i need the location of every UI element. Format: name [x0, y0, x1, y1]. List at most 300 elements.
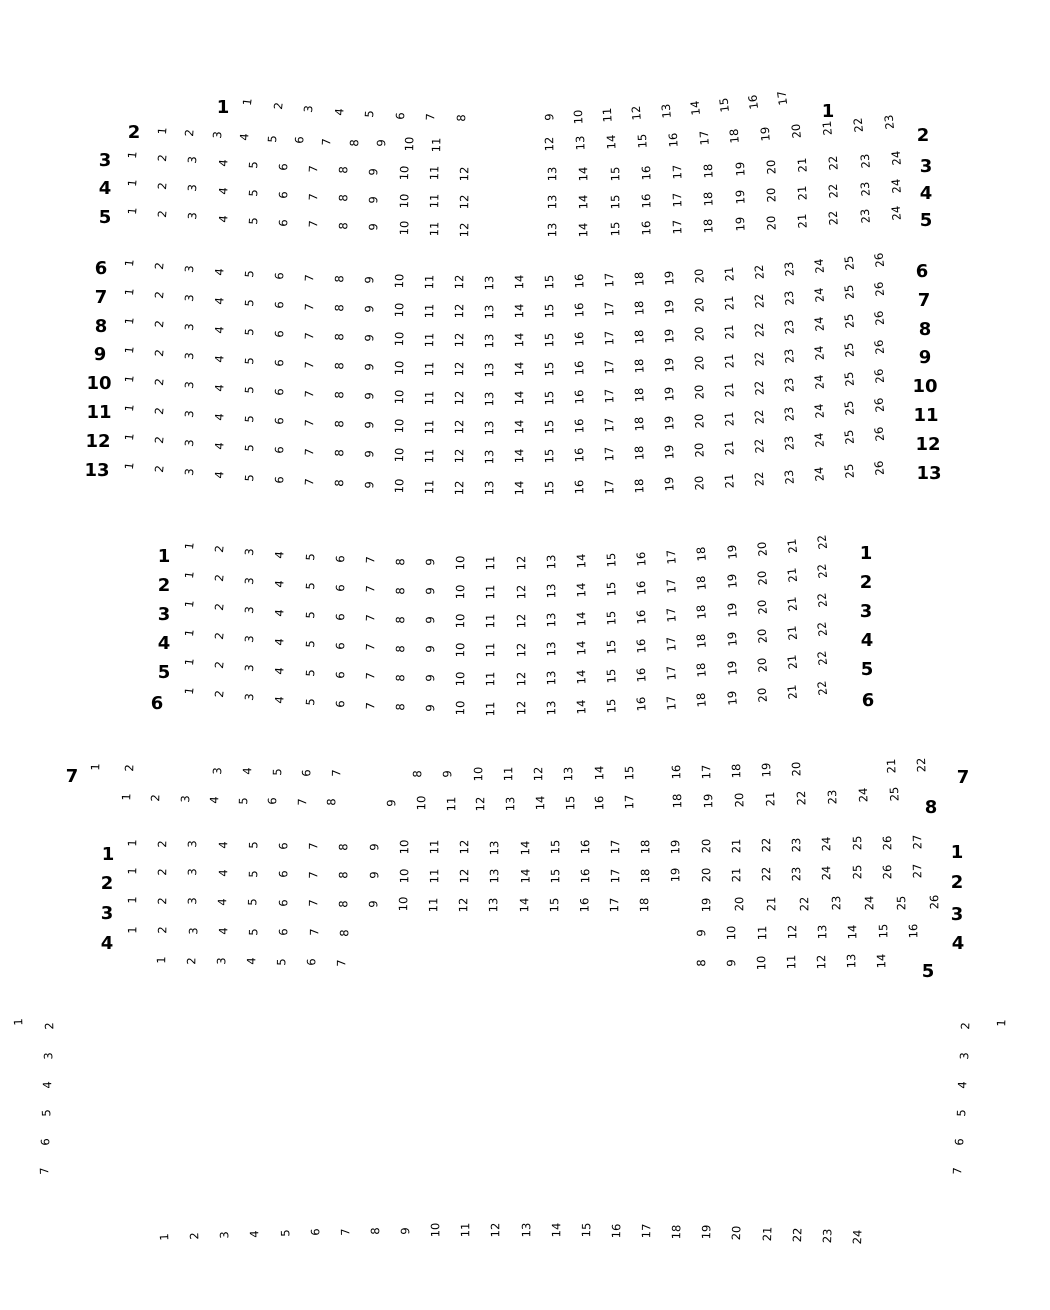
seat-number[interactable]: 18 — [631, 300, 647, 316]
seat-number[interactable]: 6 — [332, 554, 348, 563]
seat-number[interactable]: 6 — [332, 583, 348, 592]
seat-number[interactable]: 20 — [754, 598, 770, 616]
seat-number[interactable]: 3 — [957, 1052, 972, 1060]
seat-number[interactable]: 18 — [631, 329, 647, 345]
seat-number[interactable]: 2 — [212, 631, 227, 641]
seat-number[interactable]: 6 — [272, 329, 287, 338]
seat-number[interactable]: 1 — [181, 686, 197, 696]
seat-number[interactable]: 11 — [483, 671, 498, 687]
seat-number[interactable]: 5 — [245, 216, 261, 225]
seat-number[interactable]: 25 — [841, 463, 857, 480]
seat-number[interactable]: 15 — [603, 552, 619, 568]
seat-number[interactable]: 21 — [721, 411, 737, 427]
seat-number[interactable]: 23 — [789, 837, 804, 853]
seat-number[interactable]: 14 — [517, 840, 532, 855]
seat-number[interactable]: 14 — [512, 420, 527, 435]
seat-number[interactable]: 4 — [272, 550, 287, 559]
seat-number[interactable]: 21 — [728, 838, 744, 854]
seat-number[interactable]: 16 — [638, 193, 654, 209]
seat-number[interactable]: 9 — [362, 392, 377, 401]
seat-number[interactable]: 15 — [542, 390, 557, 406]
seat-number[interactable]: 8 — [336, 194, 351, 203]
seat-number[interactable]: 17 — [664, 549, 680, 565]
seat-number[interactable]: 2 — [155, 896, 170, 905]
seat-number[interactable]: 14 — [573, 582, 589, 599]
seat-number[interactable]: 6 — [276, 928, 291, 936]
seat-number[interactable]: 2 — [151, 377, 167, 387]
seat-number[interactable]: 5 — [302, 552, 318, 562]
seat-number[interactable]: 25 — [849, 836, 865, 851]
seat-number[interactable]: 21 — [721, 295, 737, 311]
seat-number[interactable]: 10 — [392, 302, 407, 318]
seat-number[interactable]: 1 — [125, 867, 140, 875]
seat-number[interactable]: 15 — [603, 668, 619, 684]
seat-number[interactable]: 15 — [603, 698, 619, 714]
seat-number[interactable]: 6 — [276, 870, 291, 878]
seat-number[interactable]: 24 — [811, 316, 827, 333]
seat-number[interactable]: 3 — [181, 293, 197, 303]
seat-number[interactable]: 18 — [694, 692, 710, 709]
seat-number[interactable]: 20 — [754, 627, 770, 645]
seat-number[interactable]: 12 — [531, 766, 546, 782]
seat-number[interactable]: 6 — [272, 358, 287, 367]
seat-number[interactable]: 15 — [607, 166, 622, 182]
seat-number[interactable]: 2 — [212, 660, 227, 670]
seat-number[interactable]: 7 — [294, 798, 310, 806]
seat-number[interactable]: 22 — [826, 210, 842, 227]
seat-number[interactable]: 22 — [850, 117, 867, 134]
seat-number[interactable]: 9 — [362, 305, 377, 314]
seat-number[interactable]: 6 — [299, 768, 314, 777]
seat-number[interactable]: 24 — [861, 895, 877, 911]
seat-number[interactable]: 9 — [384, 799, 399, 807]
seat-number[interactable]: 22 — [759, 837, 774, 853]
seat-number[interactable]: 15 — [542, 303, 557, 319]
seat-number[interactable]: 13 — [545, 167, 560, 182]
seat-number[interactable]: 11 — [422, 274, 437, 290]
seat-number[interactable]: 15 — [547, 868, 562, 884]
seat-number[interactable]: 19 — [661, 476, 677, 493]
seat-number[interactable]: 6 — [275, 218, 291, 227]
seat-number[interactable]: 1 — [121, 287, 137, 297]
seat-number[interactable]: 8 — [336, 842, 351, 851]
seat-number[interactable]: 2 — [187, 1231, 202, 1240]
seat-number[interactable]: 4 — [215, 841, 230, 849]
seat-number[interactable]: 13 — [486, 897, 501, 913]
seat-number[interactable]: 12 — [457, 222, 472, 237]
seat-number[interactable]: 7 — [302, 418, 317, 427]
seat-number[interactable]: 17 — [601, 301, 617, 318]
seat-number[interactable]: 10 — [396, 165, 412, 181]
seat-number[interactable]: 5 — [245, 160, 261, 170]
seat-number[interactable]: 6 — [276, 842, 291, 850]
seat-number[interactable]: 4 — [331, 107, 347, 116]
seat-number[interactable]: 25 — [894, 895, 909, 910]
seat-number[interactable]: 11 — [483, 613, 498, 629]
seat-number[interactable]: 8 — [332, 275, 347, 284]
seat-number[interactable]: 13 — [482, 362, 497, 377]
seat-number[interactable]: 11 — [443, 796, 458, 811]
seat-number[interactable]: 6 — [332, 641, 348, 650]
seat-number[interactable]: 13 — [482, 333, 497, 348]
seat-number[interactable]: 21 — [794, 212, 810, 229]
seat-number[interactable]: 9 — [362, 334, 377, 343]
seat-number[interactable]: 21 — [721, 324, 737, 340]
seat-number[interactable]: 13 — [572, 135, 588, 151]
seat-number[interactable]: 21 — [721, 266, 737, 282]
seat-number[interactable]: 19 — [668, 839, 683, 854]
seat-number[interactable]: 19 — [661, 386, 677, 402]
seat-number[interactable]: 6 — [272, 300, 287, 309]
seat-number[interactable]: 20 — [691, 442, 707, 458]
seat-number[interactable]: 20 — [763, 187, 779, 204]
seat-number[interactable]: 13 — [543, 641, 559, 657]
seat-number[interactable]: 4 — [244, 957, 259, 966]
seat-number[interactable]: 16 — [633, 608, 649, 625]
seat-number[interactable]: 19 — [732, 161, 748, 177]
seat-number[interactable]: 5 — [302, 668, 318, 678]
seat-number[interactable]: 1 — [121, 374, 137, 384]
seat-number[interactable]: 3 — [217, 1230, 232, 1239]
seat-number[interactable]: 25 — [841, 255, 857, 272]
seat-number[interactable]: 18 — [631, 358, 647, 374]
seat-number[interactable]: 9 — [694, 929, 709, 937]
seat-number[interactable]: 9 — [366, 167, 381, 176]
seat-number[interactable]: 19 — [724, 689, 740, 706]
seat-number[interactable]: 24 — [811, 403, 827, 420]
seat-number[interactable]: 15 — [607, 221, 622, 237]
seat-number[interactable]: 1 — [119, 793, 134, 801]
seat-number[interactable]: 8 — [332, 362, 347, 371]
seat-number[interactable]: 24 — [819, 836, 834, 852]
seat-number[interactable]: 7 — [362, 643, 378, 652]
seat-number[interactable]: 4 — [211, 441, 227, 450]
seat-number[interactable]: 10 — [453, 584, 468, 600]
seat-number[interactable]: 1 — [11, 1018, 26, 1026]
seat-number[interactable]: 2 — [151, 290, 167, 300]
seat-number[interactable]: 22 — [814, 591, 831, 609]
seat-number[interactable]: 18 — [637, 897, 652, 913]
seat-number[interactable]: 7 — [950, 1167, 965, 1175]
seat-number[interactable]: 1 — [994, 1019, 1009, 1027]
seat-number[interactable]: 7 — [306, 164, 321, 173]
seat-number[interactable]: 11 — [422, 332, 437, 348]
seat-number[interactable]: 10 — [392, 273, 407, 289]
seat-number[interactable]: 7 — [362, 672, 378, 681]
seat-number[interactable]: 18 — [631, 387, 647, 403]
seat-number[interactable]: 24 — [888, 205, 904, 221]
seat-number[interactable]: 4 — [206, 796, 222, 804]
seat-number[interactable]: 1 — [121, 316, 137, 326]
seat-number[interactable]: 21 — [784, 595, 800, 612]
seat-number[interactable]: 17 — [699, 764, 714, 780]
seat-number[interactable]: 22 — [814, 562, 831, 580]
seat-number[interactable]: 4 — [247, 1229, 262, 1238]
seat-number[interactable]: 21 — [721, 440, 737, 456]
seat-number[interactable]: 18 — [701, 218, 716, 234]
seat-number[interactable]: 5 — [242, 298, 257, 307]
seat-number[interactable]: 10 — [453, 555, 468, 571]
seat-number[interactable]: 2 — [270, 101, 286, 110]
seat-number[interactable]: 5 — [245, 841, 261, 850]
seat-number[interactable]: 7 — [362, 585, 378, 594]
seat-number[interactable]: 10 — [453, 671, 468, 687]
seat-number[interactable]: 20 — [691, 326, 707, 342]
seat-number[interactable]: 8 — [393, 644, 408, 653]
seat-number[interactable]: 8 — [336, 221, 351, 230]
seat-number[interactable]: 10 — [453, 642, 468, 658]
seat-number[interactable]: 15 — [542, 332, 557, 348]
seat-number[interactable]: 14 — [687, 100, 703, 117]
seat-number[interactable]: 5 — [242, 443, 257, 452]
seat-number[interactable]: 12 — [452, 390, 467, 406]
seat-number[interactable]: 12 — [814, 954, 829, 970]
seat-number[interactable]: 17 — [664, 607, 680, 623]
seat-number[interactable]: 6 — [272, 416, 287, 425]
seat-number[interactable]: 16 — [633, 550, 649, 567]
seat-number[interactable]: 20 — [754, 540, 770, 558]
seat-number[interactable]: 17 — [608, 839, 623, 855]
seat-number[interactable]: 12 — [457, 840, 472, 855]
seat-number[interactable]: 2 — [212, 689, 227, 699]
seat-number[interactable]: 25 — [841, 429, 857, 446]
seat-number[interactable]: 9 — [398, 1226, 413, 1235]
seat-number[interactable]: 18 — [694, 604, 710, 621]
seat-number[interactable]: 6 — [952, 1138, 967, 1146]
seat-number[interactable]: 22 — [814, 533, 831, 551]
seat-number[interactable]: 24 — [811, 345, 827, 362]
seat-number[interactable]: 7 — [337, 1227, 353, 1236]
seat-number[interactable]: 21 — [728, 867, 744, 882]
seat-number[interactable]: 12 — [457, 166, 472, 182]
seat-number[interactable]: 3 — [242, 692, 257, 702]
seat-number[interactable]: 15 — [542, 361, 557, 377]
seat-number[interactable]: 7 — [306, 928, 321, 937]
seat-number[interactable]: 14 — [532, 795, 548, 811]
seat-number[interactable]: 11 — [483, 701, 498, 716]
seat-number[interactable]: 17 — [608, 868, 623, 884]
seat-number[interactable]: 4 — [211, 296, 227, 305]
seat-number[interactable]: 24 — [811, 466, 827, 483]
seat-number[interactable]: 9 — [362, 421, 377, 430]
seat-number[interactable]: 6 — [275, 899, 290, 907]
seat-number[interactable]: 13 — [658, 103, 674, 120]
seat-number[interactable]: 4 — [215, 898, 230, 906]
seat-number[interactable]: 24 — [811, 258, 827, 275]
seat-number[interactable]: 7 — [362, 614, 378, 623]
seat-number[interactable]: 15 — [542, 448, 557, 464]
seat-number[interactable]: 26 — [871, 368, 888, 385]
seat-number[interactable]: 2 — [212, 602, 227, 612]
seat-number[interactable]: 2 — [155, 181, 170, 191]
seat-number[interactable]: 2 — [151, 348, 167, 358]
seat-number[interactable]: 3 — [242, 576, 257, 586]
seat-number[interactable]: 21 — [819, 120, 836, 137]
seat-number[interactable]: 9 — [724, 959, 739, 967]
seat-number[interactable]: 12 — [488, 1222, 503, 1238]
seat-number[interactable]: 18 — [729, 763, 744, 779]
seat-number[interactable]: 13 — [487, 868, 502, 884]
seat-number[interactable]: 3 — [181, 409, 197, 419]
seat-number[interactable]: 3 — [214, 957, 229, 965]
seat-number[interactable]: 19 — [661, 270, 677, 286]
seat-number[interactable]: 2 — [182, 129, 197, 138]
seat-number[interactable]: 20 — [691, 268, 707, 284]
seat-number[interactable]: 12 — [513, 671, 528, 687]
seat-number[interactable]: 6 — [38, 1138, 53, 1146]
seat-number[interactable]: 13 — [815, 924, 830, 940]
seat-number[interactable]: 3 — [242, 605, 257, 615]
seat-number[interactable]: 10 — [401, 136, 416, 152]
seat-number[interactable]: 11 — [458, 1222, 473, 1238]
seat-number[interactable]: 26 — [927, 894, 942, 910]
seat-number[interactable]: 13 — [543, 612, 559, 628]
seat-number[interactable]: 1 — [121, 432, 137, 442]
seat-number[interactable]: 3 — [185, 897, 200, 906]
seat-number[interactable]: 6 — [304, 958, 319, 966]
seat-number[interactable]: 14 — [874, 953, 889, 969]
seat-number[interactable]: 6 — [272, 271, 287, 280]
seat-number[interactable]: 16 — [633, 579, 649, 596]
seat-number[interactable]: 2 — [155, 839, 170, 848]
seat-number[interactable]: 2 — [151, 464, 167, 474]
seat-number[interactable]: 25 — [841, 313, 857, 330]
seat-number[interactable]: 10 — [396, 868, 412, 883]
seat-number[interactable]: 2 — [148, 794, 163, 802]
seat-number[interactable]: 14 — [573, 699, 589, 715]
seat-number[interactable]: 12 — [542, 136, 557, 152]
seat-number[interactable]: 12 — [785, 925, 800, 940]
seat-number[interactable]: 11 — [422, 419, 437, 435]
seat-number[interactable]: 23 — [857, 152, 873, 169]
seat-number[interactable]: 18 — [694, 662, 710, 679]
seat-number[interactable]: 5 — [245, 188, 261, 198]
seat-number[interactable]: 22 — [789, 1227, 805, 1243]
seat-number[interactable]: 8 — [337, 928, 352, 937]
seat-number[interactable]: 14 — [517, 868, 532, 884]
seat-number[interactable]: 23 — [781, 290, 797, 307]
seat-number[interactable]: 22 — [814, 620, 831, 638]
seat-number[interactable]: 8 — [410, 770, 425, 778]
seat-number[interactable]: 4 — [272, 666, 287, 675]
seat-number[interactable]: 8 — [346, 138, 362, 147]
seat-number[interactable]: 23 — [781, 406, 797, 423]
seat-number[interactable]: 11 — [483, 584, 498, 600]
seat-number[interactable]: 23 — [819, 1228, 835, 1244]
seat-number[interactable]: 1 — [125, 896, 140, 904]
seat-number[interactable]: 3 — [301, 104, 316, 114]
seat-number[interactable]: 6 — [272, 387, 287, 396]
seat-number[interactable]: 16 — [906, 923, 921, 939]
seat-number[interactable]: 1 — [157, 1233, 172, 1241]
seat-number[interactable]: 17 — [601, 359, 617, 376]
seat-number[interactable]: 14 — [591, 766, 607, 781]
seat-number[interactable]: 5 — [242, 327, 257, 336]
seat-number[interactable]: 13 — [543, 583, 559, 599]
seat-number[interactable]: 6 — [332, 670, 348, 679]
seat-number[interactable]: 8 — [393, 673, 408, 682]
seat-number[interactable]: 20 — [789, 761, 804, 777]
seat-number[interactable]: 15 — [634, 133, 650, 149]
seat-number[interactable]: 9 — [423, 645, 438, 654]
seat-number[interactable]: 10 — [413, 796, 429, 811]
seat-number[interactable]: 1 — [124, 206, 140, 216]
seat-number[interactable]: 13 — [482, 480, 497, 496]
seat-number[interactable]: 1 — [88, 763, 103, 771]
seat-number[interactable]: 6 — [292, 136, 307, 145]
seat-number[interactable]: 10 — [453, 613, 468, 629]
seat-number[interactable]: 1 — [125, 839, 140, 847]
seat-number[interactable]: 20 — [732, 792, 747, 808]
seat-number[interactable]: 17 — [670, 219, 685, 235]
seat-number[interactable]: 8 — [336, 871, 351, 879]
seat-number[interactable]: 14 — [576, 194, 591, 210]
seat-number[interactable]: 13 — [545, 222, 560, 238]
seat-number[interactable]: 3 — [209, 131, 225, 140]
seat-number[interactable]: 7 — [423, 112, 438, 121]
seat-number[interactable]: 17 — [601, 417, 617, 434]
seat-number[interactable]: 1 — [154, 956, 169, 964]
seat-number[interactable]: 9 — [366, 871, 381, 879]
seat-number[interactable]: 16 — [572, 331, 587, 347]
seat-number[interactable]: 15 — [603, 610, 619, 626]
seat-number[interactable]: 9 — [423, 587, 438, 596]
seat-number[interactable]: 23 — [781, 435, 797, 452]
seat-number[interactable]: 21 — [764, 896, 779, 912]
seat-number[interactable]: 21 — [784, 566, 800, 583]
seat-number[interactable]: 20 — [698, 838, 713, 854]
seat-number[interactable]: 19 — [661, 415, 677, 431]
seat-number[interactable]: 3 — [181, 351, 197, 361]
seat-number[interactable]: 13 — [482, 391, 497, 406]
seat-number[interactable]: 14 — [576, 222, 591, 238]
seat-number[interactable]: 10 — [754, 955, 769, 970]
seat-number[interactable]: 26 — [879, 835, 895, 851]
seat-number[interactable]: 4 — [272, 608, 287, 617]
seat-number[interactable]: 5 — [236, 796, 251, 805]
seat-number[interactable]: 20 — [763, 159, 779, 176]
seat-number[interactable]: 5 — [302, 697, 318, 707]
seat-number[interactable]: 2 — [42, 1022, 57, 1030]
seat-number[interactable]: 9 — [362, 480, 377, 489]
seat-number[interactable]: 23 — [781, 468, 797, 485]
seat-number[interactable]: 19 — [661, 357, 677, 373]
seat-number[interactable]: 7 — [302, 477, 317, 486]
seat-number[interactable]: 4 — [211, 470, 227, 480]
seat-number[interactable]: 20 — [754, 686, 770, 703]
seat-number[interactable]: 6 — [272, 475, 287, 484]
seat-number[interactable]: 4 — [272, 695, 287, 705]
seat-number[interactable]: 1 — [121, 403, 137, 413]
seat-number[interactable]: 12 — [452, 419, 467, 435]
seat-number[interactable]: 4 — [272, 637, 287, 646]
seat-number[interactable]: 5 — [362, 109, 377, 118]
seat-number[interactable]: 19 — [758, 125, 774, 142]
seat-number[interactable]: 22 — [759, 866, 774, 882]
seat-number[interactable]: 12 — [457, 868, 472, 884]
seat-number[interactable]: 22 — [826, 155, 842, 172]
seat-number[interactable]: 17 — [601, 330, 617, 347]
seat-number[interactable]: 4 — [215, 869, 230, 877]
seat-number[interactable]: 23 — [857, 207, 873, 224]
seat-number[interactable]: 26 — [871, 339, 888, 356]
seat-number[interactable]: 21 — [784, 624, 800, 641]
seat-number[interactable]: 10 — [571, 108, 586, 125]
seat-number[interactable]: 12 — [452, 303, 467, 319]
seat-number[interactable]: 17 — [602, 479, 617, 495]
seat-number[interactable]: 17 — [664, 636, 680, 652]
seat-number[interactable]: 15 — [542, 480, 557, 496]
